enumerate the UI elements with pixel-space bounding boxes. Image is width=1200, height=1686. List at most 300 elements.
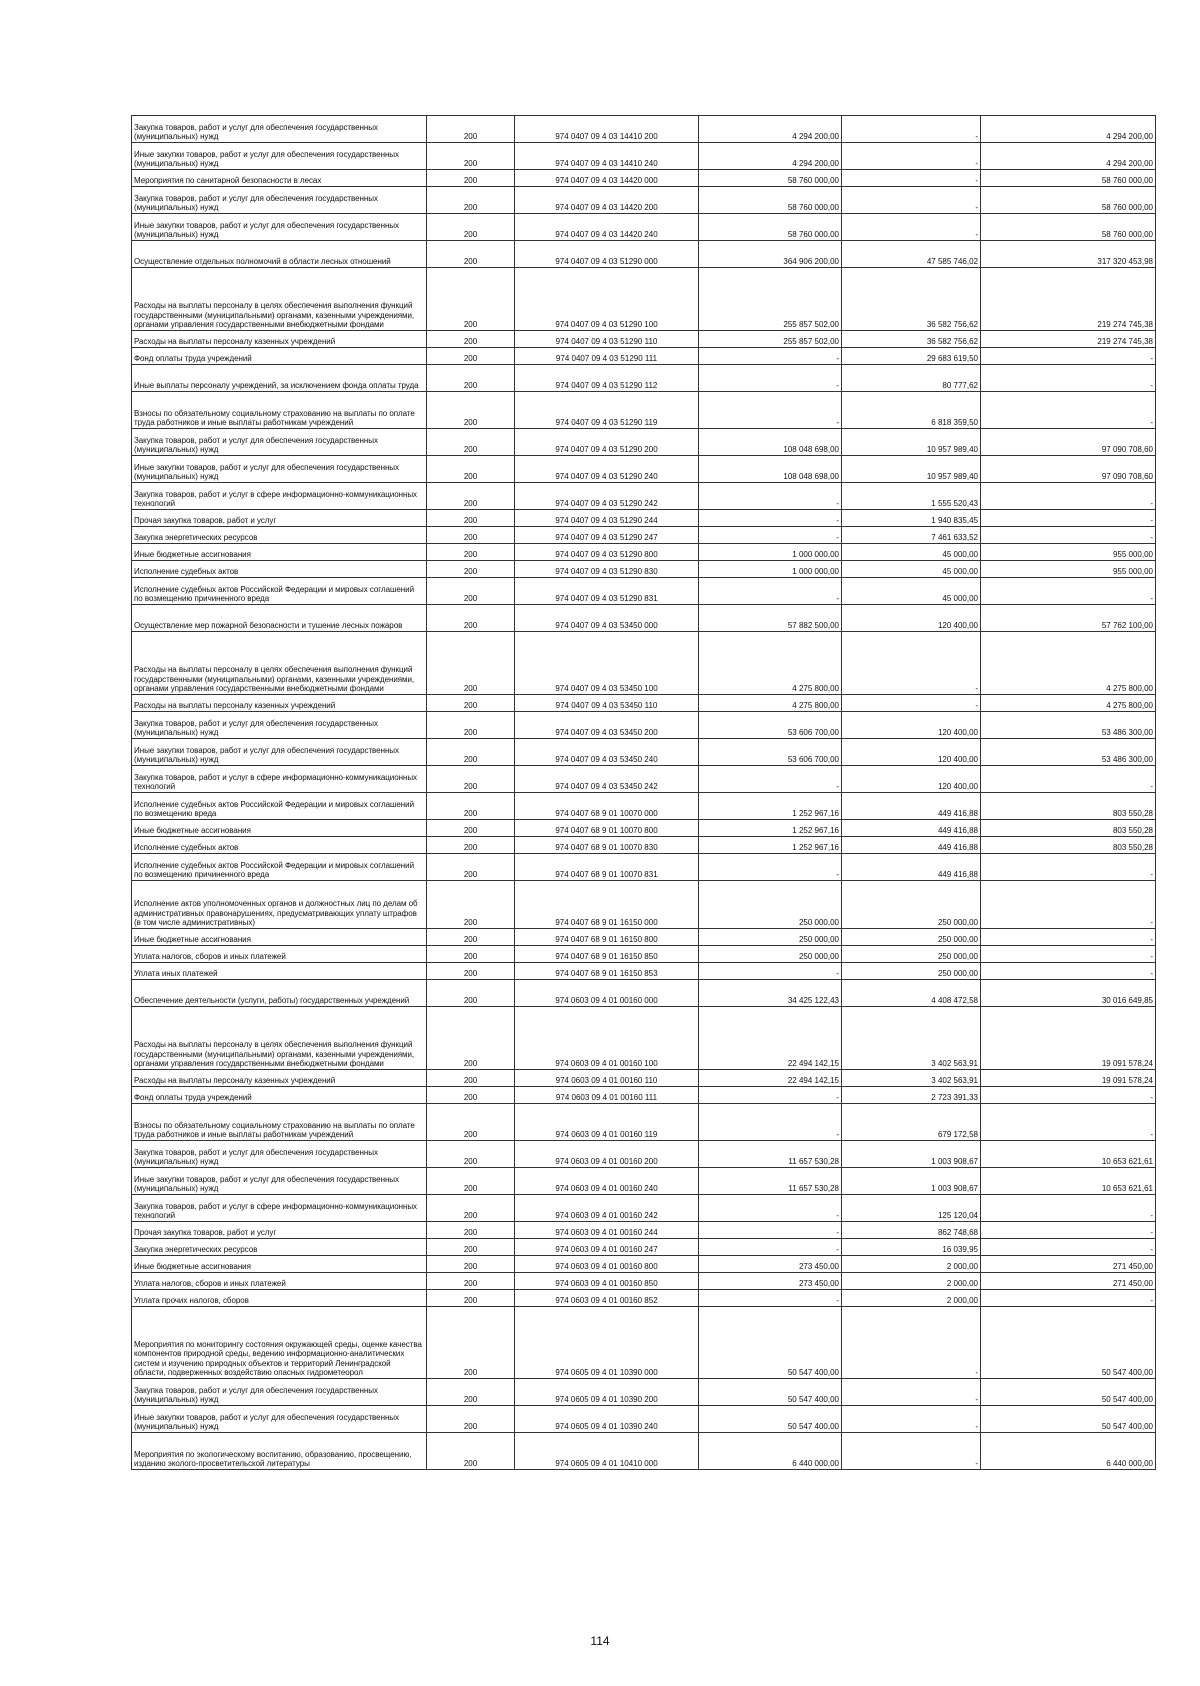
row-description: Иные выплаты персоналу учреждений, за исключением фонда оплаты труда	[132, 365, 427, 392]
row-description: Взносы по обязательному социальному страхованию на выплаты по оплате труда работников и иные выплаты работникам учреждений	[132, 1104, 427, 1141]
row-description: Уплата налогов, сборов и иных платежей	[132, 946, 427, 963]
table-row	[132, 854, 1156, 881]
row-executed-amount: 120 400,00	[842, 712, 981, 739]
page-number: 114	[590, 1634, 610, 1648]
row-description: Осуществление мер пожарной безопасности и тушение лесных пожаров	[132, 605, 427, 632]
row-line-code: 200	[427, 1239, 515, 1256]
row-executed-amount: 862 748,68	[842, 1222, 981, 1239]
table-row	[132, 820, 1156, 837]
row-description: Уплата налогов, сборов и иных платежей	[132, 1273, 427, 1290]
row-remaining-amount: 53 486 300,00	[981, 739, 1156, 766]
row-approved-amount: 255 857 502,00	[699, 268, 842, 331]
row-executed-amount: 2 000,00	[842, 1273, 981, 1290]
row-approved-amount: -	[699, 1104, 842, 1141]
table-row	[132, 456, 1156, 483]
row-description: Закупка товаров, работ и услуг для обеспечения государственных (муниципальных) нужд	[132, 429, 427, 456]
table-row	[132, 963, 1156, 980]
row-executed-amount: -	[842, 1307, 981, 1379]
row-line-code: 200	[427, 1222, 515, 1239]
row-executed-amount: 45 000,00	[842, 561, 981, 578]
row-executed-amount: 250 000,00	[842, 929, 981, 946]
table-row	[132, 187, 1156, 214]
row-approved-amount: 34 425 122,43	[699, 980, 842, 1007]
row-budget-class-code: 974 0407 09 4 03 14410 200	[515, 116, 699, 143]
row-executed-amount: 10 957 989,40	[842, 456, 981, 483]
row-remaining-amount: 803 550,28	[981, 793, 1156, 820]
table-row	[132, 929, 1156, 946]
row-budget-class-code: 974 0407 68 9 01 10070 000	[515, 793, 699, 820]
row-approved-amount: -	[699, 1239, 842, 1256]
row-executed-amount: 45 000,00	[842, 578, 981, 605]
row-line-code: 200	[427, 1195, 515, 1222]
row-description: Закупка товаров, работ и услуг в сфере информационно-коммуникационных технологий	[132, 1195, 427, 1222]
row-executed-amount: -	[842, 143, 981, 170]
row-approved-amount: 273 450,00	[699, 1256, 842, 1273]
row-budget-class-code: 974 0407 09 4 03 14420 240	[515, 214, 699, 241]
row-description: Расходы на выплаты персоналу в целях обеспечения выполнения функций государственными (муниципальными) органами, казенными учреждениями, органами управления государственными внебюджетными фондами	[132, 632, 427, 695]
row-remaining-amount: 271 450,00	[981, 1256, 1156, 1273]
row-description: Исполнение актов уполномоченных органов и должностных лиц по делам об административных правонарушениях, предусматривающих уплату штрафов (в том числе административных)	[132, 881, 427, 929]
row-description: Закупка товаров, работ и услуг в сфере информационно-коммуникационных технологий	[132, 766, 427, 793]
row-executed-amount: -	[842, 170, 981, 187]
row-budget-class-code: 974 0407 09 4 03 51290 100	[515, 268, 699, 331]
row-remaining-amount: 10 653 621,61	[981, 1141, 1156, 1168]
row-line-code: 200	[427, 561, 515, 578]
row-description: Фонд оплаты труда учреждений	[132, 348, 427, 365]
row-approved-amount: -	[699, 483, 842, 510]
row-executed-amount: 250 000,00	[842, 963, 981, 980]
row-budget-class-code: 974 0603 09 4 01 00160 244	[515, 1222, 699, 1239]
table-row	[132, 1379, 1156, 1406]
row-budget-class-code: 974 0603 09 4 01 00160 100	[515, 1007, 699, 1070]
row-line-code: 200	[427, 881, 515, 929]
row-remaining-amount: -	[981, 946, 1156, 963]
table-row	[132, 1087, 1156, 1104]
row-remaining-amount: 271 450,00	[981, 1273, 1156, 1290]
row-budget-class-code: 974 0603 09 4 01 00160 800	[515, 1256, 699, 1273]
table-row	[132, 1307, 1156, 1379]
row-line-code: 200	[427, 1007, 515, 1070]
table-row	[132, 170, 1156, 187]
row-remaining-amount: 50 547 400,00	[981, 1406, 1156, 1433]
row-approved-amount: 57 882 500,00	[699, 605, 842, 632]
row-executed-amount: -	[842, 695, 981, 712]
row-approved-amount: -	[699, 578, 842, 605]
row-budget-class-code: 974 0407 09 4 03 51290 244	[515, 510, 699, 527]
row-description: Осуществление отдельных полномочий в области лесных отношений	[132, 241, 427, 268]
row-budget-class-code: 974 0407 09 4 03 51290 119	[515, 392, 699, 429]
row-remaining-amount: 803 550,28	[981, 837, 1156, 854]
row-executed-amount: 4 408 472,58	[842, 980, 981, 1007]
row-remaining-amount: 219 274 745,38	[981, 268, 1156, 331]
row-line-code: 200	[427, 116, 515, 143]
row-description: Мероприятия по мониторингу состояния окружающей среды, оценке качества компонентов природной среды, ведению информационно-аналитических систем и изучению природных объектов и территорий Ленинградской области, подверженных воздействию опасных гидрометеорол	[132, 1307, 427, 1379]
row-executed-amount: 36 582 756,62	[842, 331, 981, 348]
row-remaining-amount: -	[981, 365, 1156, 392]
table-row	[132, 214, 1156, 241]
table-row	[132, 241, 1156, 268]
row-remaining-amount: 58 760 000,00	[981, 214, 1156, 241]
row-description: Иные бюджетные ассигнования	[132, 820, 427, 837]
row-line-code: 200	[427, 766, 515, 793]
row-executed-amount: -	[842, 187, 981, 214]
row-remaining-amount: -	[981, 1290, 1156, 1307]
row-budget-class-code: 974 0407 68 9 01 10070 830	[515, 837, 699, 854]
table-row	[132, 837, 1156, 854]
table-row	[132, 766, 1156, 793]
row-budget-class-code: 974 0605 09 4 01 10390 240	[515, 1406, 699, 1433]
row-remaining-amount: 803 550,28	[981, 820, 1156, 837]
row-description: Иные бюджетные ассигнования	[132, 1256, 427, 1273]
table-body	[132, 116, 1156, 1470]
row-budget-class-code: 974 0407 09 4 03 14420 200	[515, 187, 699, 214]
row-remaining-amount: 58 760 000,00	[981, 170, 1156, 187]
row-approved-amount: -	[699, 854, 842, 881]
row-line-code: 200	[427, 544, 515, 561]
table-row	[132, 712, 1156, 739]
row-description: Иные закупки товаров, работ и услуг для обеспечения государственных (муниципальных) нужд	[132, 143, 427, 170]
row-line-code: 200	[427, 929, 515, 946]
row-description: Закупка товаров, работ и услуг для обеспечения государственных (муниципальных) нужд	[132, 712, 427, 739]
row-executed-amount: 10 957 989,40	[842, 429, 981, 456]
row-line-code: 200	[427, 632, 515, 695]
row-description: Закупка энергетических ресурсов	[132, 1239, 427, 1256]
table-row	[132, 1256, 1156, 1273]
row-budget-class-code: 974 0407 09 4 03 51290 240	[515, 456, 699, 483]
row-description: Исполнение судебных актов	[132, 561, 427, 578]
row-line-code: 200	[427, 1256, 515, 1273]
table-row	[132, 632, 1156, 695]
row-budget-class-code: 974 0603 09 4 01 00160 852	[515, 1290, 699, 1307]
table-row	[132, 793, 1156, 820]
table-row	[132, 143, 1156, 170]
row-approved-amount: 250 000,00	[699, 946, 842, 963]
row-remaining-amount: -	[981, 1239, 1156, 1256]
row-remaining-amount: 4 275 800,00	[981, 632, 1156, 695]
row-line-code: 200	[427, 712, 515, 739]
row-line-code: 200	[427, 793, 515, 820]
row-approved-amount: 1 252 967,16	[699, 793, 842, 820]
row-line-code: 200	[427, 187, 515, 214]
row-description: Расходы на выплаты персоналу в целях обеспечения выполнения функций государственными (муниципальными) органами, казенными учреждениями, органами управления государственными внебюджетными фондами	[132, 1007, 427, 1070]
row-line-code: 200	[427, 170, 515, 187]
row-remaining-amount: -	[981, 963, 1156, 980]
row-executed-amount: -	[842, 1379, 981, 1406]
row-remaining-amount: 58 760 000,00	[981, 187, 1156, 214]
row-budget-class-code: 974 0407 09 4 03 53450 110	[515, 695, 699, 712]
row-executed-amount: 449 416,88	[842, 837, 981, 854]
row-remaining-amount: -	[981, 483, 1156, 510]
row-executed-amount: 7 461 633,52	[842, 527, 981, 544]
row-budget-class-code: 974 0407 09 4 03 51290 200	[515, 429, 699, 456]
row-description: Обеспечение деятельности (услуги, работы) государственных учреждений	[132, 980, 427, 1007]
row-approved-amount: 108 048 698,00	[699, 456, 842, 483]
row-line-code: 200	[427, 365, 515, 392]
row-approved-amount: 6 440 000,00	[699, 1433, 842, 1470]
row-budget-class-code: 974 0407 09 4 03 51290 242	[515, 483, 699, 510]
table-row	[132, 1168, 1156, 1195]
row-executed-amount: -	[842, 214, 981, 241]
row-line-code: 200	[427, 392, 515, 429]
budget-execution-table	[131, 115, 1156, 1470]
row-description: Закупка товаров, работ и услуг для обеспечения государственных (муниципальных) нужд	[132, 1141, 427, 1168]
row-line-code: 200	[427, 510, 515, 527]
row-remaining-amount: 57 762 100,00	[981, 605, 1156, 632]
table-row	[132, 429, 1156, 456]
table-row	[132, 365, 1156, 392]
table-row	[132, 1104, 1156, 1141]
row-description: Исполнение судебных актов	[132, 837, 427, 854]
row-approved-amount: 11 657 530,28	[699, 1168, 842, 1195]
row-executed-amount: -	[842, 116, 981, 143]
row-remaining-amount: 50 547 400,00	[981, 1379, 1156, 1406]
row-budget-class-code: 974 0407 09 4 03 51290 112	[515, 365, 699, 392]
table-row	[132, 1433, 1156, 1470]
table-row	[132, 1290, 1156, 1307]
row-line-code: 200	[427, 241, 515, 268]
table-row	[132, 1141, 1156, 1168]
row-description: Уплата прочих налогов, сборов	[132, 1290, 427, 1307]
row-budget-class-code: 974 0407 09 4 03 51290 247	[515, 527, 699, 544]
row-budget-class-code: 974 0407 09 4 03 53450 240	[515, 739, 699, 766]
row-executed-amount: 679 172,58	[842, 1104, 981, 1141]
table-row	[132, 1070, 1156, 1087]
row-description: Иные бюджетные ассигнования	[132, 544, 427, 561]
table-row	[132, 392, 1156, 429]
row-approved-amount: 4 294 200,00	[699, 143, 842, 170]
row-line-code: 200	[427, 1406, 515, 1433]
table-row	[132, 578, 1156, 605]
row-line-code: 200	[427, 820, 515, 837]
row-approved-amount: 58 760 000,00	[699, 170, 842, 187]
table-row	[132, 1007, 1156, 1070]
row-remaining-amount: -	[981, 392, 1156, 429]
row-description: Расходы на выплаты персоналу казенных учреждений	[132, 331, 427, 348]
row-approved-amount: 364 906 200,00	[699, 241, 842, 268]
table-row	[132, 980, 1156, 1007]
row-line-code: 200	[427, 837, 515, 854]
row-executed-amount: 449 416,88	[842, 793, 981, 820]
row-remaining-amount: 955 000,00	[981, 561, 1156, 578]
row-budget-class-code: 974 0603 09 4 01 00160 119	[515, 1104, 699, 1141]
row-executed-amount: 2 000,00	[842, 1256, 981, 1273]
row-budget-class-code: 974 0603 09 4 01 00160 110	[515, 1070, 699, 1087]
row-approved-amount: 22 494 142,15	[699, 1070, 842, 1087]
row-budget-class-code: 974 0603 09 4 01 00160 111	[515, 1087, 699, 1104]
row-approved-amount: 250 000,00	[699, 929, 842, 946]
table-row	[132, 605, 1156, 632]
table-row	[132, 1273, 1156, 1290]
row-budget-class-code: 974 0407 68 9 01 16150 853	[515, 963, 699, 980]
row-executed-amount: 6 818 359,50	[842, 392, 981, 429]
row-executed-amount: 36 582 756,62	[842, 268, 981, 331]
row-description: Взносы по обязательному социальному страхованию на выплаты по оплате труда работников и иные выплаты работникам учреждений	[132, 392, 427, 429]
row-budget-class-code: 974 0603 09 4 01 00160 240	[515, 1168, 699, 1195]
row-executed-amount: 120 400,00	[842, 605, 981, 632]
row-approved-amount: -	[699, 963, 842, 980]
row-description: Исполнение судебных актов Российской Федерации и мировых соглашений по возмещению причиненного вреда	[132, 854, 427, 881]
table-row	[132, 527, 1156, 544]
row-approved-amount: -	[699, 1290, 842, 1307]
row-remaining-amount: -	[981, 527, 1156, 544]
row-remaining-amount: -	[981, 1104, 1156, 1141]
row-approved-amount: 50 547 400,00	[699, 1307, 842, 1379]
row-remaining-amount: 955 000,00	[981, 544, 1156, 561]
row-budget-class-code: 974 0407 68 9 01 16150 000	[515, 881, 699, 929]
row-line-code: 200	[427, 605, 515, 632]
row-budget-class-code: 974 0407 09 4 03 53450 200	[515, 712, 699, 739]
table-row	[132, 348, 1156, 365]
row-approved-amount: 4 275 800,00	[699, 695, 842, 712]
row-remaining-amount: -	[981, 510, 1156, 527]
row-approved-amount: 1 000 000,00	[699, 544, 842, 561]
table-row	[132, 739, 1156, 766]
row-approved-amount: -	[699, 1087, 842, 1104]
table-row	[132, 695, 1156, 712]
table-row	[132, 331, 1156, 348]
row-description: Расходы на выплаты персоналу казенных учреждений	[132, 1070, 427, 1087]
row-budget-class-code: 974 0603 09 4 01 00160 850	[515, 1273, 699, 1290]
row-line-code: 200	[427, 1307, 515, 1379]
row-executed-amount: -	[842, 1433, 981, 1470]
row-remaining-amount: -	[981, 929, 1156, 946]
row-line-code: 200	[427, 946, 515, 963]
row-description: Иные закупки товаров, работ и услуг для обеспечения государственных (муниципальных) нужд	[132, 1406, 427, 1433]
row-remaining-amount: 4 294 200,00	[981, 143, 1156, 170]
row-remaining-amount: 30 016 649,85	[981, 980, 1156, 1007]
table-row	[132, 510, 1156, 527]
row-line-code: 200	[427, 1141, 515, 1168]
row-description: Иные закупки товаров, работ и услуг для обеспечения государственных (муниципальных) нужд	[132, 1168, 427, 1195]
row-line-code: 200	[427, 980, 515, 1007]
row-budget-class-code: 974 0603 09 4 01 00160 000	[515, 980, 699, 1007]
row-remaining-amount: -	[981, 1087, 1156, 1104]
row-line-code: 200	[427, 1087, 515, 1104]
row-description: Расходы на выплаты персоналу в целях обеспечения выполнения функций государственными (муниципальными) органами, казенными учреждениями, органами управления государственными внебюджетными фондами	[132, 268, 427, 331]
row-executed-amount: 250 000,00	[842, 946, 981, 963]
row-line-code: 200	[427, 1379, 515, 1406]
row-executed-amount: 1 555 520,43	[842, 483, 981, 510]
row-executed-amount: 1 940 835,45	[842, 510, 981, 527]
row-executed-amount: 120 400,00	[842, 766, 981, 793]
row-budget-class-code: 974 0605 09 4 01 10410 000	[515, 1433, 699, 1470]
table-row	[132, 268, 1156, 331]
row-approved-amount: 50 547 400,00	[699, 1379, 842, 1406]
row-remaining-amount: 10 653 621,61	[981, 1168, 1156, 1195]
table-row	[132, 946, 1156, 963]
table-row	[132, 1222, 1156, 1239]
row-budget-class-code: 974 0407 09 4 03 53450 242	[515, 766, 699, 793]
row-line-code: 200	[427, 854, 515, 881]
row-remaining-amount: -	[981, 881, 1156, 929]
row-remaining-amount: 6 440 000,00	[981, 1433, 1156, 1470]
row-executed-amount: -	[842, 1406, 981, 1433]
row-description: Иные закупки товаров, работ и услуг для обеспечения государственных (муниципальных) нужд	[132, 214, 427, 241]
row-budget-class-code: 974 0407 09 4 03 51290 831	[515, 578, 699, 605]
row-remaining-amount: -	[981, 766, 1156, 793]
row-approved-amount: -	[699, 392, 842, 429]
table-row	[132, 483, 1156, 510]
row-line-code: 200	[427, 1070, 515, 1087]
row-budget-class-code: 974 0603 09 4 01 00160 247	[515, 1239, 699, 1256]
row-approved-amount: 273 450,00	[699, 1273, 842, 1290]
row-description: Прочая закупка товаров, работ и услуг	[132, 510, 427, 527]
row-executed-amount: 2 723 391,33	[842, 1087, 981, 1104]
row-executed-amount: 125 120,04	[842, 1195, 981, 1222]
row-line-code: 200	[427, 483, 515, 510]
row-budget-class-code: 974 0407 09 4 03 51290 830	[515, 561, 699, 578]
row-budget-class-code: 974 0603 09 4 01 00160 200	[515, 1141, 699, 1168]
row-line-code: 200	[427, 268, 515, 331]
row-description: Расходы на выплаты персоналу казенных учреждений	[132, 695, 427, 712]
row-executed-amount: 47 585 746,02	[842, 241, 981, 268]
row-remaining-amount: 50 547 400,00	[981, 1307, 1156, 1379]
row-remaining-amount: 317 320 453,98	[981, 241, 1156, 268]
row-executed-amount: 3 402 563,91	[842, 1070, 981, 1087]
row-line-code: 200	[427, 963, 515, 980]
row-budget-class-code: 974 0407 09 4 03 51290 111	[515, 348, 699, 365]
table-row	[132, 561, 1156, 578]
row-line-code: 200	[427, 695, 515, 712]
row-description: Уплата иных платежей	[132, 963, 427, 980]
row-line-code: 200	[427, 143, 515, 170]
table-row	[132, 1239, 1156, 1256]
row-budget-class-code: 974 0407 09 4 03 51290 110	[515, 331, 699, 348]
row-approved-amount: 108 048 698,00	[699, 429, 842, 456]
row-remaining-amount: -	[981, 578, 1156, 605]
row-remaining-amount: -	[981, 348, 1156, 365]
row-executed-amount: 120 400,00	[842, 739, 981, 766]
row-description: Иные бюджетные ассигнования	[132, 929, 427, 946]
row-description: Закупка энергетических ресурсов	[132, 527, 427, 544]
row-approved-amount: 255 857 502,00	[699, 331, 842, 348]
row-description: Закупка товаров, работ и услуг для обеспечения государственных (муниципальных) нужд	[132, 116, 427, 143]
row-description: Мероприятия по экологическому воспитанию, образованию, просвещению, изданию эколого-просветительской литературы	[132, 1433, 427, 1470]
row-remaining-amount: -	[981, 1222, 1156, 1239]
row-line-code: 200	[427, 456, 515, 483]
row-budget-class-code: 974 0603 09 4 01 00160 242	[515, 1195, 699, 1222]
row-line-code: 200	[427, 1104, 515, 1141]
row-approved-amount: 4 275 800,00	[699, 632, 842, 695]
row-approved-amount: -	[699, 365, 842, 392]
row-line-code: 200	[427, 1290, 515, 1307]
row-budget-class-code: 974 0407 68 9 01 16150 800	[515, 929, 699, 946]
row-approved-amount: -	[699, 766, 842, 793]
row-executed-amount: 80 777,62	[842, 365, 981, 392]
row-line-code: 200	[427, 348, 515, 365]
row-line-code: 200	[427, 578, 515, 605]
row-executed-amount: 16 039,95	[842, 1239, 981, 1256]
row-remaining-amount: 4 294 200,00	[981, 116, 1156, 143]
table-row	[132, 544, 1156, 561]
row-description: Закупка товаров, работ и услуг для обеспечения государственных (муниципальных) нужд	[132, 1379, 427, 1406]
row-remaining-amount: 219 274 745,38	[981, 331, 1156, 348]
table-row	[132, 1406, 1156, 1433]
row-remaining-amount: 53 486 300,00	[981, 712, 1156, 739]
row-description: Иные закупки товаров, работ и услуг для обеспечения государственных (муниципальных) нужд	[132, 456, 427, 483]
row-budget-class-code: 974 0407 09 4 03 51290 000	[515, 241, 699, 268]
row-executed-amount: 1 003 908,67	[842, 1141, 981, 1168]
row-description: Иные закупки товаров, работ и услуг для обеспечения государственных (муниципальных) нужд	[132, 739, 427, 766]
row-budget-class-code: 974 0605 09 4 01 10390 200	[515, 1379, 699, 1406]
row-budget-class-code: 974 0407 09 4 03 53450 100	[515, 632, 699, 695]
row-description: Мероприятия по санитарной безопасности в лесах	[132, 170, 427, 187]
row-remaining-amount: 97 090 708,60	[981, 429, 1156, 456]
row-budget-class-code: 974 0407 68 9 01 16150 850	[515, 946, 699, 963]
row-line-code: 200	[427, 527, 515, 544]
row-line-code: 200	[427, 739, 515, 766]
row-approved-amount: 50 547 400,00	[699, 1406, 842, 1433]
